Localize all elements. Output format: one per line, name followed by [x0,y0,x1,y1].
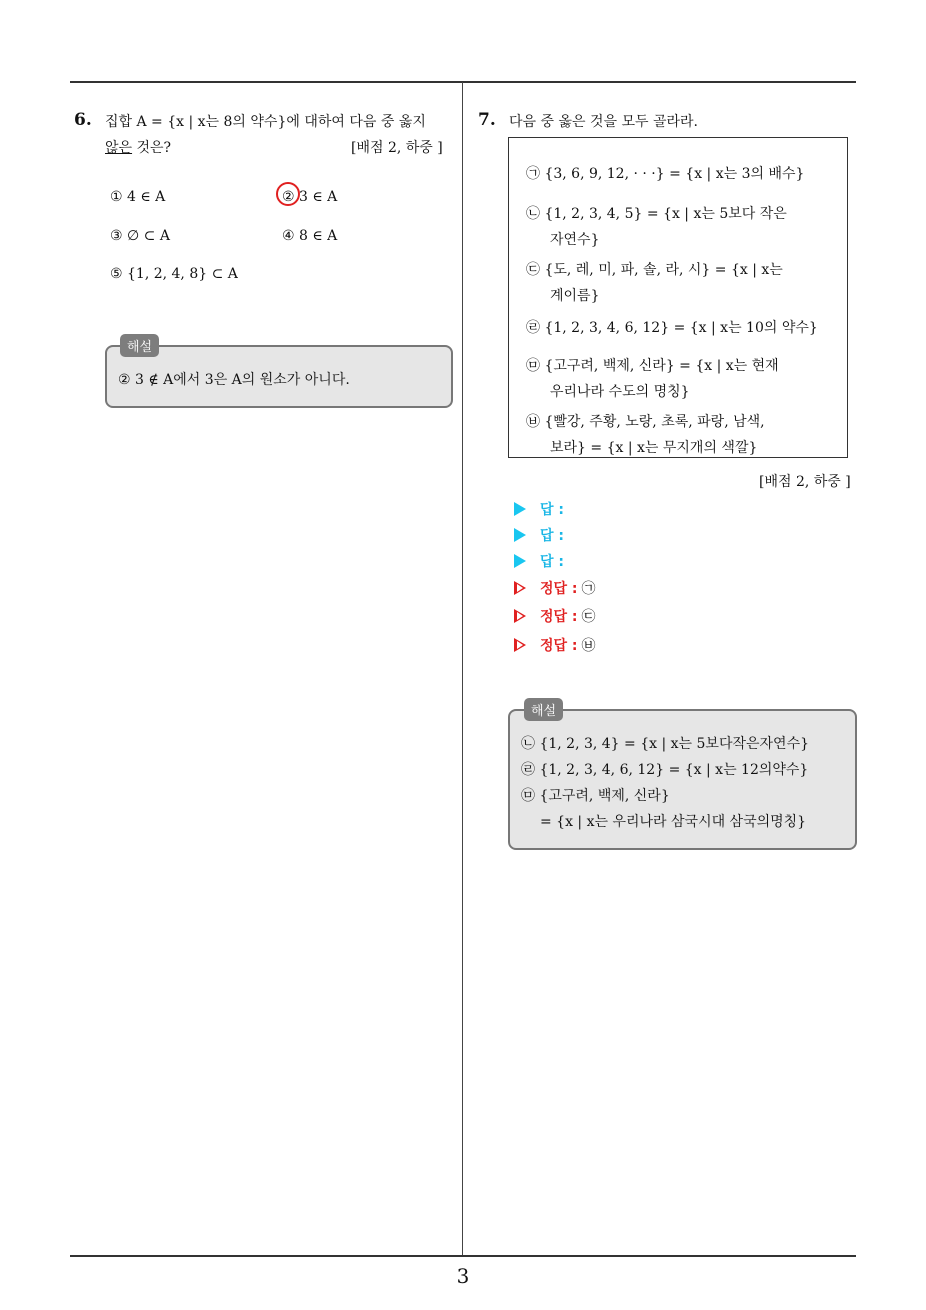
q6-explanation-text: ② 3 ∉ A에서 3은 A의 원소가 아니다. [118,372,350,388]
q6-explanation-tab: 해설 [120,334,159,357]
question-6-line2-rest: 것은? [132,140,172,156]
q7-explanation-tab: 해설 [524,698,563,721]
question-7-number: 7. [478,110,496,130]
play-arrow-icon [514,554,526,568]
q7-statement-b-cont: 자연수} [550,232,600,248]
q7-statement-e: ㉤ {고구려, 백제, 신라} = {x | x는 현재 [526,358,779,374]
answer-line-2: 답 : [514,525,564,545]
q6-choice-4[interactable]: ④ 8 ∈ A [282,228,338,244]
q7-statement-f: ㉥ {빨강, 주황, 노랑, 초록, 파랑, 남색, [526,414,765,430]
question-6-line1: 집합 A = {x | x는 8의 약수}에 대하여 다음 중 옳지 [105,114,426,130]
q7-explanation-line-4: = {x | x는 우리나라 삼국시대 삼국의명칭} [540,814,807,830]
outline-triangle-icon [514,581,526,595]
q7-statement-b: ㉡ {1, 2, 3, 4, 5} = {x | x는 5보다 작은 [526,206,787,222]
answer-line-1: 답 : [514,499,564,519]
outline-triangle-icon [514,638,526,652]
q6-choice-2[interactable]: ② 3 ∈ A [282,189,338,205]
q7-explanation-line-3: ㉤ {고구려, 백제, 신라} [521,788,670,804]
q7-statement-c: ㉢ {도, 레, 미, 파, 솔, 라, 시} = {x | x는 [526,262,783,278]
selected-answer-circle [276,182,300,206]
question-6-score: [배점 2, 하중 ] [351,140,443,156]
q7-statement-a: ㉠ {3, 6, 9, 12, · · ·} = {x | x는 3의 배수} [526,166,805,182]
q6-choice-3[interactable]: ③ ∅ ⊂ A [110,228,170,244]
outline-triangle-icon [514,609,526,623]
page-number: 3 [456,1264,470,1288]
q7-statement-d: ㉣ {1, 2, 3, 4, 6, 12} = {x | x는 10의 약수} [526,320,818,336]
correct-answer-2: 정답 : ㉢ [514,606,596,626]
q7-statement-f-cont: 보라} = {x | x는 무지개의 색깔} [550,440,758,456]
question-6-not-underlined: 않은 [105,140,133,156]
question-6-number: 6. [74,110,92,130]
q7-explanation-line-2: ㉣ {1, 2, 3, 4, 6, 12} = {x | x는 12의약수} [521,762,809,778]
q6-choice-5[interactable]: ⑤ {1, 2, 4, 8} ⊂ A [110,266,238,282]
answer-line-3: 답 : [514,551,564,571]
play-arrow-icon [514,528,526,542]
question-7-prompt: 다음 중 옳은 것을 모두 골라라. [509,114,698,130]
q6-choice-1[interactable]: ① 4 ∈ A [110,189,166,205]
bottom-rule [70,1255,856,1257]
q7-explanation-line-1: ㉡ {1, 2, 3, 4} = {x | x는 5보다작은자연수} [521,736,809,752]
question-7-score: [배점 2, 하중 ] [759,474,851,490]
column-divider [462,82,463,1256]
q7-statement-e-cont: 우리나라 수도의 명칭} [550,384,690,400]
play-arrow-icon [514,502,526,516]
question-6-line2 [105,137,171,157]
q7-statement-c-cont: 계이름} [550,288,600,304]
correct-answer-3: 정답 : ㉥ [514,635,596,655]
correct-answer-1: 정답 : ㉠ [514,578,596,598]
top-rule [70,81,856,83]
